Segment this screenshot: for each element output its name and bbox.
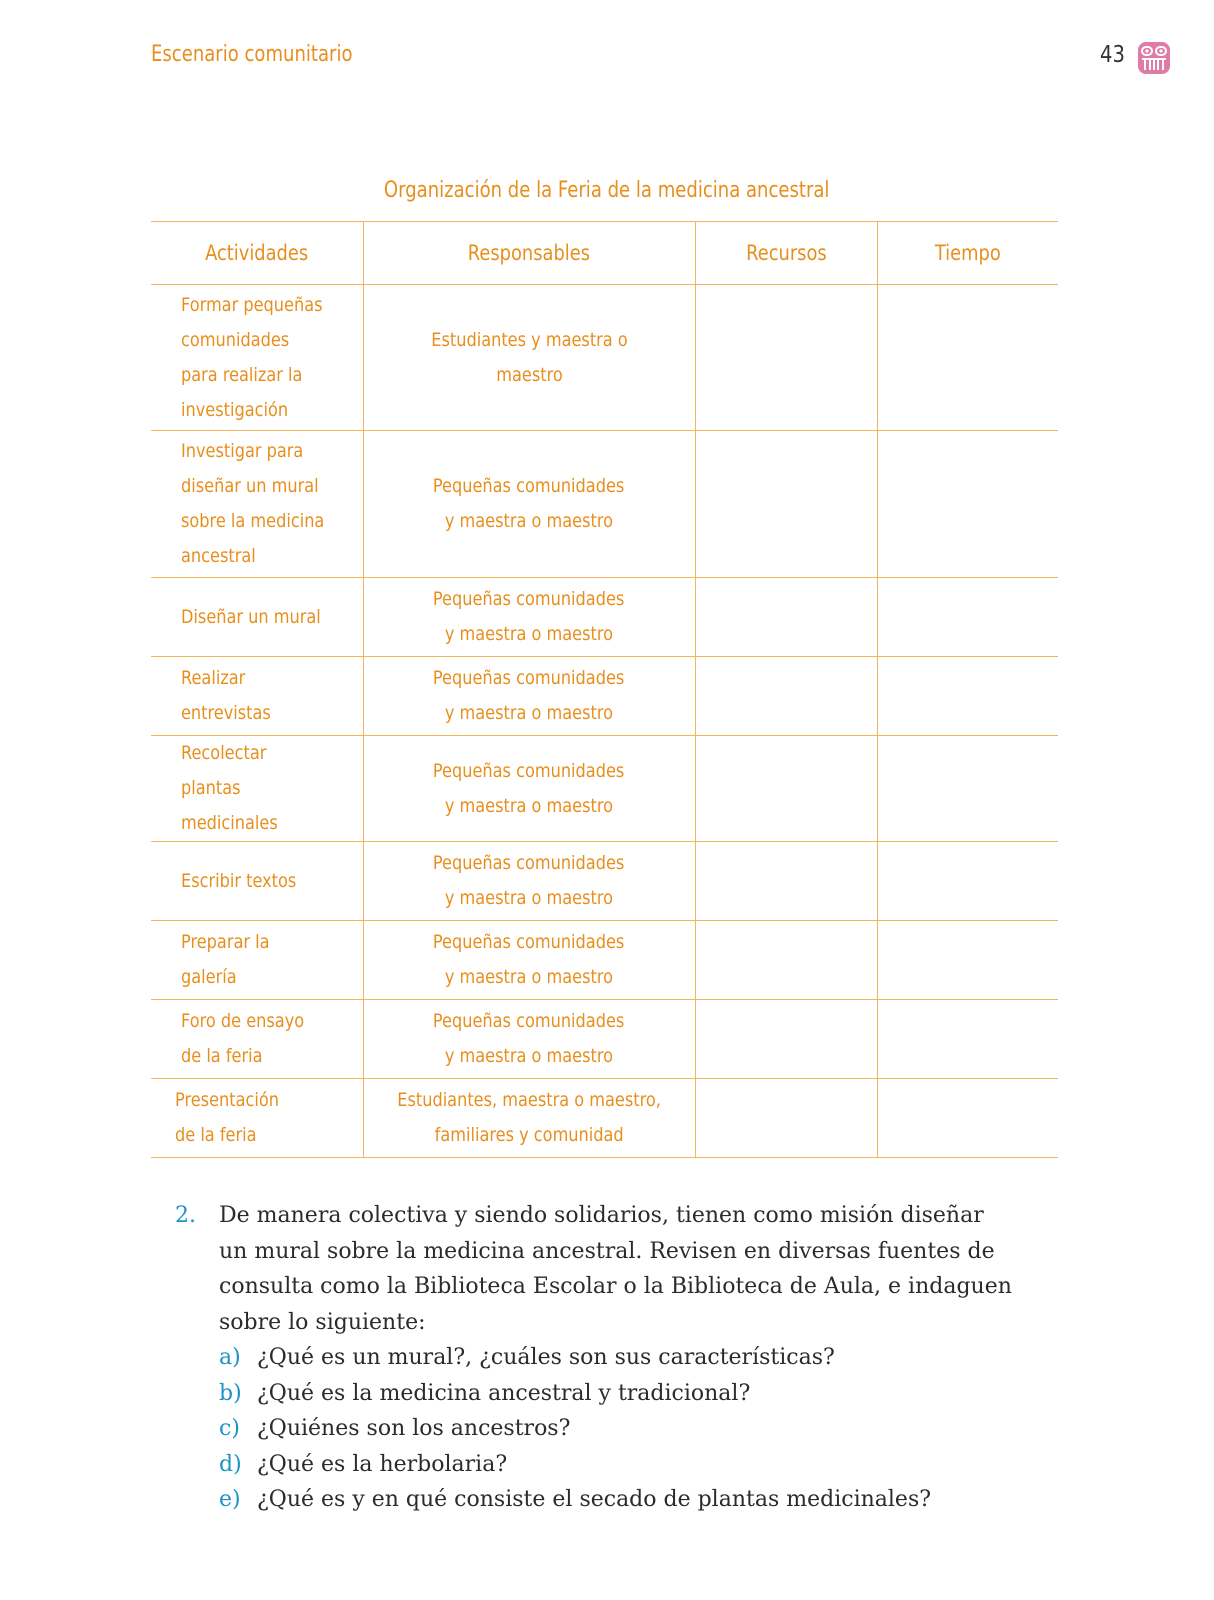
activity-cell: Realizar entrevistas <box>151 657 363 736</box>
table-row <box>151 842 1058 921</box>
responsables-cell: Pequeñas comunidades y maestra o maestro <box>363 578 695 657</box>
recursos-cell[interactable] <box>695 431 877 578</box>
question-b: b) ¿Qué es la medicina ancestral y tradicional? <box>219 1380 751 1406</box>
responsables-cell: Pequeñas comunidades y maestra o maestro <box>363 431 695 578</box>
recursos-cell[interactable] <box>695 921 877 1000</box>
question-e: e) ¿Qué es y en qué consiste el secado de plantas medicinales? <box>219 1487 932 1512</box>
responsables-cell: Pequeñas comunidades y maestra o maestro <box>363 657 695 736</box>
recursos-cell[interactable] <box>695 657 877 736</box>
responsables-cell: Pequeñas comunidades y maestra o maestro <box>363 842 695 921</box>
activity-cell: Formar pequeñas comunidades para realizar la investigación <box>151 285 363 431</box>
table-row <box>151 285 1058 431</box>
responsables-cell: Estudiantes, maestra o maestro, familiares y comunidad <box>363 1079 695 1158</box>
tiempo-cell[interactable] <box>877 285 1058 431</box>
recursos-cell[interactable] <box>695 285 877 431</box>
activity-cell: Presentación de la feria <box>151 1079 363 1158</box>
table-row <box>151 578 1058 657</box>
activity-cell: Preparar la galería <box>151 921 363 1000</box>
organization-table <box>151 221 1058 1158</box>
responsables-cell: Pequeñas comunidades y maestra o maestro <box>363 921 695 1000</box>
table-row <box>151 657 1058 736</box>
activity-cell: Recolectar plantas medicinales <box>151 736 363 842</box>
tiempo-cell[interactable] <box>877 736 1058 842</box>
question-a: a) ¿Qué es un mural?, ¿cuáles son sus características? <box>219 1345 835 1370</box>
responsables-cell: Estudiantes y maestra o maestro <box>363 285 695 431</box>
activity-cell: Diseñar un mural <box>151 578 363 657</box>
recursos-cell[interactable] <box>695 578 877 657</box>
column-header-recursos: Recursos <box>695 222 877 285</box>
page-number: 43 <box>1100 42 1125 68</box>
tiempo-cell[interactable] <box>877 657 1058 736</box>
tiempo-cell[interactable] <box>877 842 1058 921</box>
tiempo-cell[interactable] <box>877 1000 1058 1079</box>
table-header-row <box>151 222 1058 285</box>
instruction-line: De manera colectiva y siendo solidarios, tienen como misión diseñar <box>219 1203 984 1228</box>
activity-cell: Investigar para diseñar un mural sobre la medicina ancestral <box>151 431 363 578</box>
tiempo-cell[interactable] <box>877 431 1058 578</box>
instruction-line: un mural sobre la medicina ancestral. Revisen en diversas fuentes de <box>219 1238 995 1264</box>
table-row <box>151 921 1058 1000</box>
section-title: Escenario comunitario <box>151 42 353 67</box>
column-header-actividades: Actividades <box>151 222 363 285</box>
column-header-responsables: Responsables <box>363 222 695 285</box>
instruction-line: sobre lo siguiente: <box>219 1309 426 1335</box>
tiempo-cell[interactable] <box>877 1079 1058 1158</box>
column-header-tiempo: Tiempo <box>877 222 1058 285</box>
recursos-cell[interactable] <box>695 1079 877 1158</box>
table-row <box>151 1000 1058 1079</box>
tiempo-cell[interactable] <box>877 578 1058 657</box>
table-row <box>151 1079 1058 1158</box>
question-d: d) ¿Qué es la herbolaria? <box>219 1451 508 1477</box>
recursos-cell[interactable] <box>695 1000 877 1079</box>
activity-cell: Escribir textos <box>151 842 363 921</box>
activity-cell: Foro de ensayo de la feria <box>151 1000 363 1079</box>
question-c: c) ¿Quiénes son los ancestros? <box>219 1416 571 1441</box>
glyph-icon <box>1137 41 1171 75</box>
recursos-cell[interactable] <box>695 736 877 842</box>
instruction-line: consulta como la Biblioteca Escolar o la Biblioteca de Aula, e indaguen <box>219 1274 1012 1299</box>
tiempo-cell[interactable] <box>877 921 1058 1000</box>
responsables-cell: Pequeñas comunidades y maestra o maestro <box>363 1000 695 1079</box>
responsables-cell: Pequeñas comunidades y maestra o maestro <box>363 736 695 842</box>
instruction-block <box>175 1198 1115 1518</box>
item-number: 2. <box>175 1203 196 1228</box>
recursos-cell[interactable] <box>695 842 877 921</box>
table-title: Organización de la Feria de la medicina ancestral <box>384 178 830 203</box>
table-row <box>151 431 1058 578</box>
table-row <box>151 736 1058 842</box>
